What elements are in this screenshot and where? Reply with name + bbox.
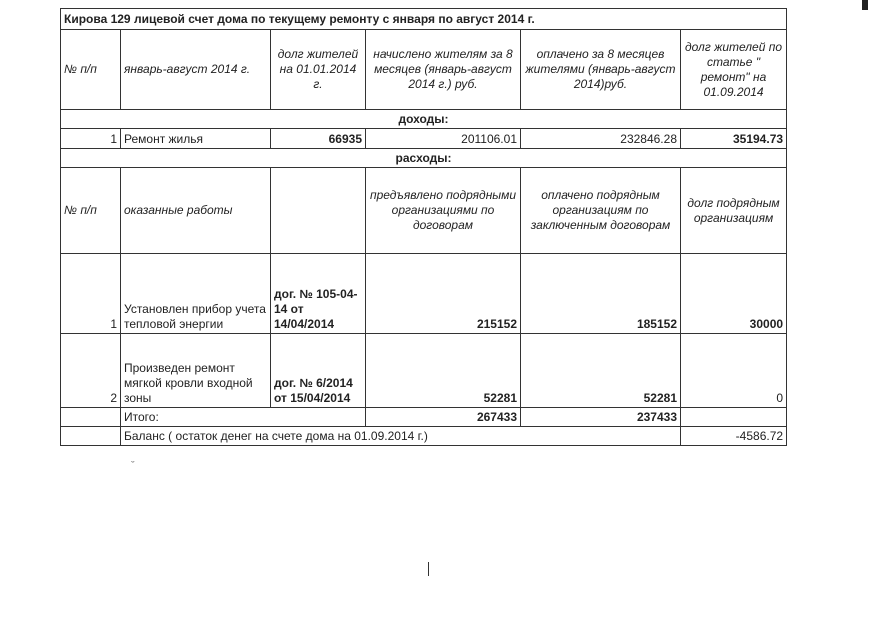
expense-row-presented: 52281 (366, 334, 521, 408)
expense-row (61, 254, 787, 334)
expenses-header-row (61, 168, 787, 254)
header-charged: начислено жителям за 8 месяцев (январь-август 2014 г.) руб. (366, 30, 521, 110)
scan-edge-mark (862, 0, 868, 10)
income-row-name: Ремонт жилья (121, 129, 271, 149)
expenses-header-contract (271, 168, 366, 254)
total-paid: 237433 (521, 408, 681, 427)
total-label: Итого: (121, 408, 366, 427)
expense-row-contract: дог. № 6/2014 от 15/04/2014 (271, 334, 366, 408)
account-table (60, 8, 787, 446)
expense-row-num: 2 (61, 334, 121, 408)
income-row-debt-start: 66935 (271, 129, 366, 149)
expense-row-work: Произведен ремонт мягкой кровли входной зоны (121, 334, 271, 408)
expense-row-num: 1 (61, 254, 121, 334)
total-presented: 267433 (366, 408, 521, 427)
header-debt-start: долг жителей на 01.01.2014 г. (271, 30, 366, 110)
income-row-num: 1 (61, 129, 121, 149)
expenses-header-paid: оплачено подрядным организациям по заключенным договорам (521, 168, 681, 254)
income-row (61, 129, 787, 149)
header-period: январь-август 2014 г. (121, 30, 271, 110)
total-num-cell (61, 408, 121, 427)
header-num: № п/п (61, 30, 121, 110)
expense-row-contract: дог. № 105-04-14 от 14/04/2014 (271, 254, 366, 334)
expense-row-presented: 215152 (366, 254, 521, 334)
balance-row (61, 427, 787, 446)
expenses-header-debt: долг подрядным организациям (681, 168, 787, 254)
scan-stray-mark (428, 562, 429, 576)
income-section-label: доходы: (61, 110, 787, 129)
header-debt-end: долг жителей по статье " ремонт" на 01.09.2014 (681, 30, 787, 110)
income-section-row (61, 110, 787, 129)
total-row (61, 408, 787, 427)
expenses-header-num: № п/п (61, 168, 121, 254)
expense-row (61, 334, 787, 408)
expense-row-debt: 30000 (681, 254, 787, 334)
expense-row-work: Установлен прибор учета тепловой энергии (121, 254, 271, 334)
expense-row-paid: 52281 (521, 334, 681, 408)
header-paid: оплачено за 8 месяцев жителями (январь-август 2014)руб. (521, 30, 681, 110)
expense-row-debt: 0 (681, 334, 787, 408)
income-row-debt-end: 35194.73 (681, 129, 787, 149)
account-table-wrapper (60, 8, 786, 446)
scan-fleck: ˇ (131, 460, 135, 472)
balance-value: -4586.72 (681, 427, 787, 446)
page-title: Кирова 129 лицевой счет дома по текущему ремонту с января по август 2014 г. (61, 9, 787, 30)
income-header-row (61, 30, 787, 110)
expenses-header-presented: предъявлено подрядными организациями по договорам (366, 168, 521, 254)
expenses-header-work: оказанные работы (121, 168, 271, 254)
total-debt-cell (681, 408, 787, 427)
income-row-charged: 201106.01 (366, 129, 521, 149)
balance-label: Баланс ( остаток денег на счете дома на 01.09.2014 г.) (121, 427, 681, 446)
expense-row-paid: 185152 (521, 254, 681, 334)
income-row-paid: 232846.28 (521, 129, 681, 149)
expenses-section-label: расходы: (61, 149, 787, 168)
balance-num-cell (61, 427, 121, 446)
title-row (61, 9, 787, 30)
expenses-section-row (61, 149, 787, 168)
